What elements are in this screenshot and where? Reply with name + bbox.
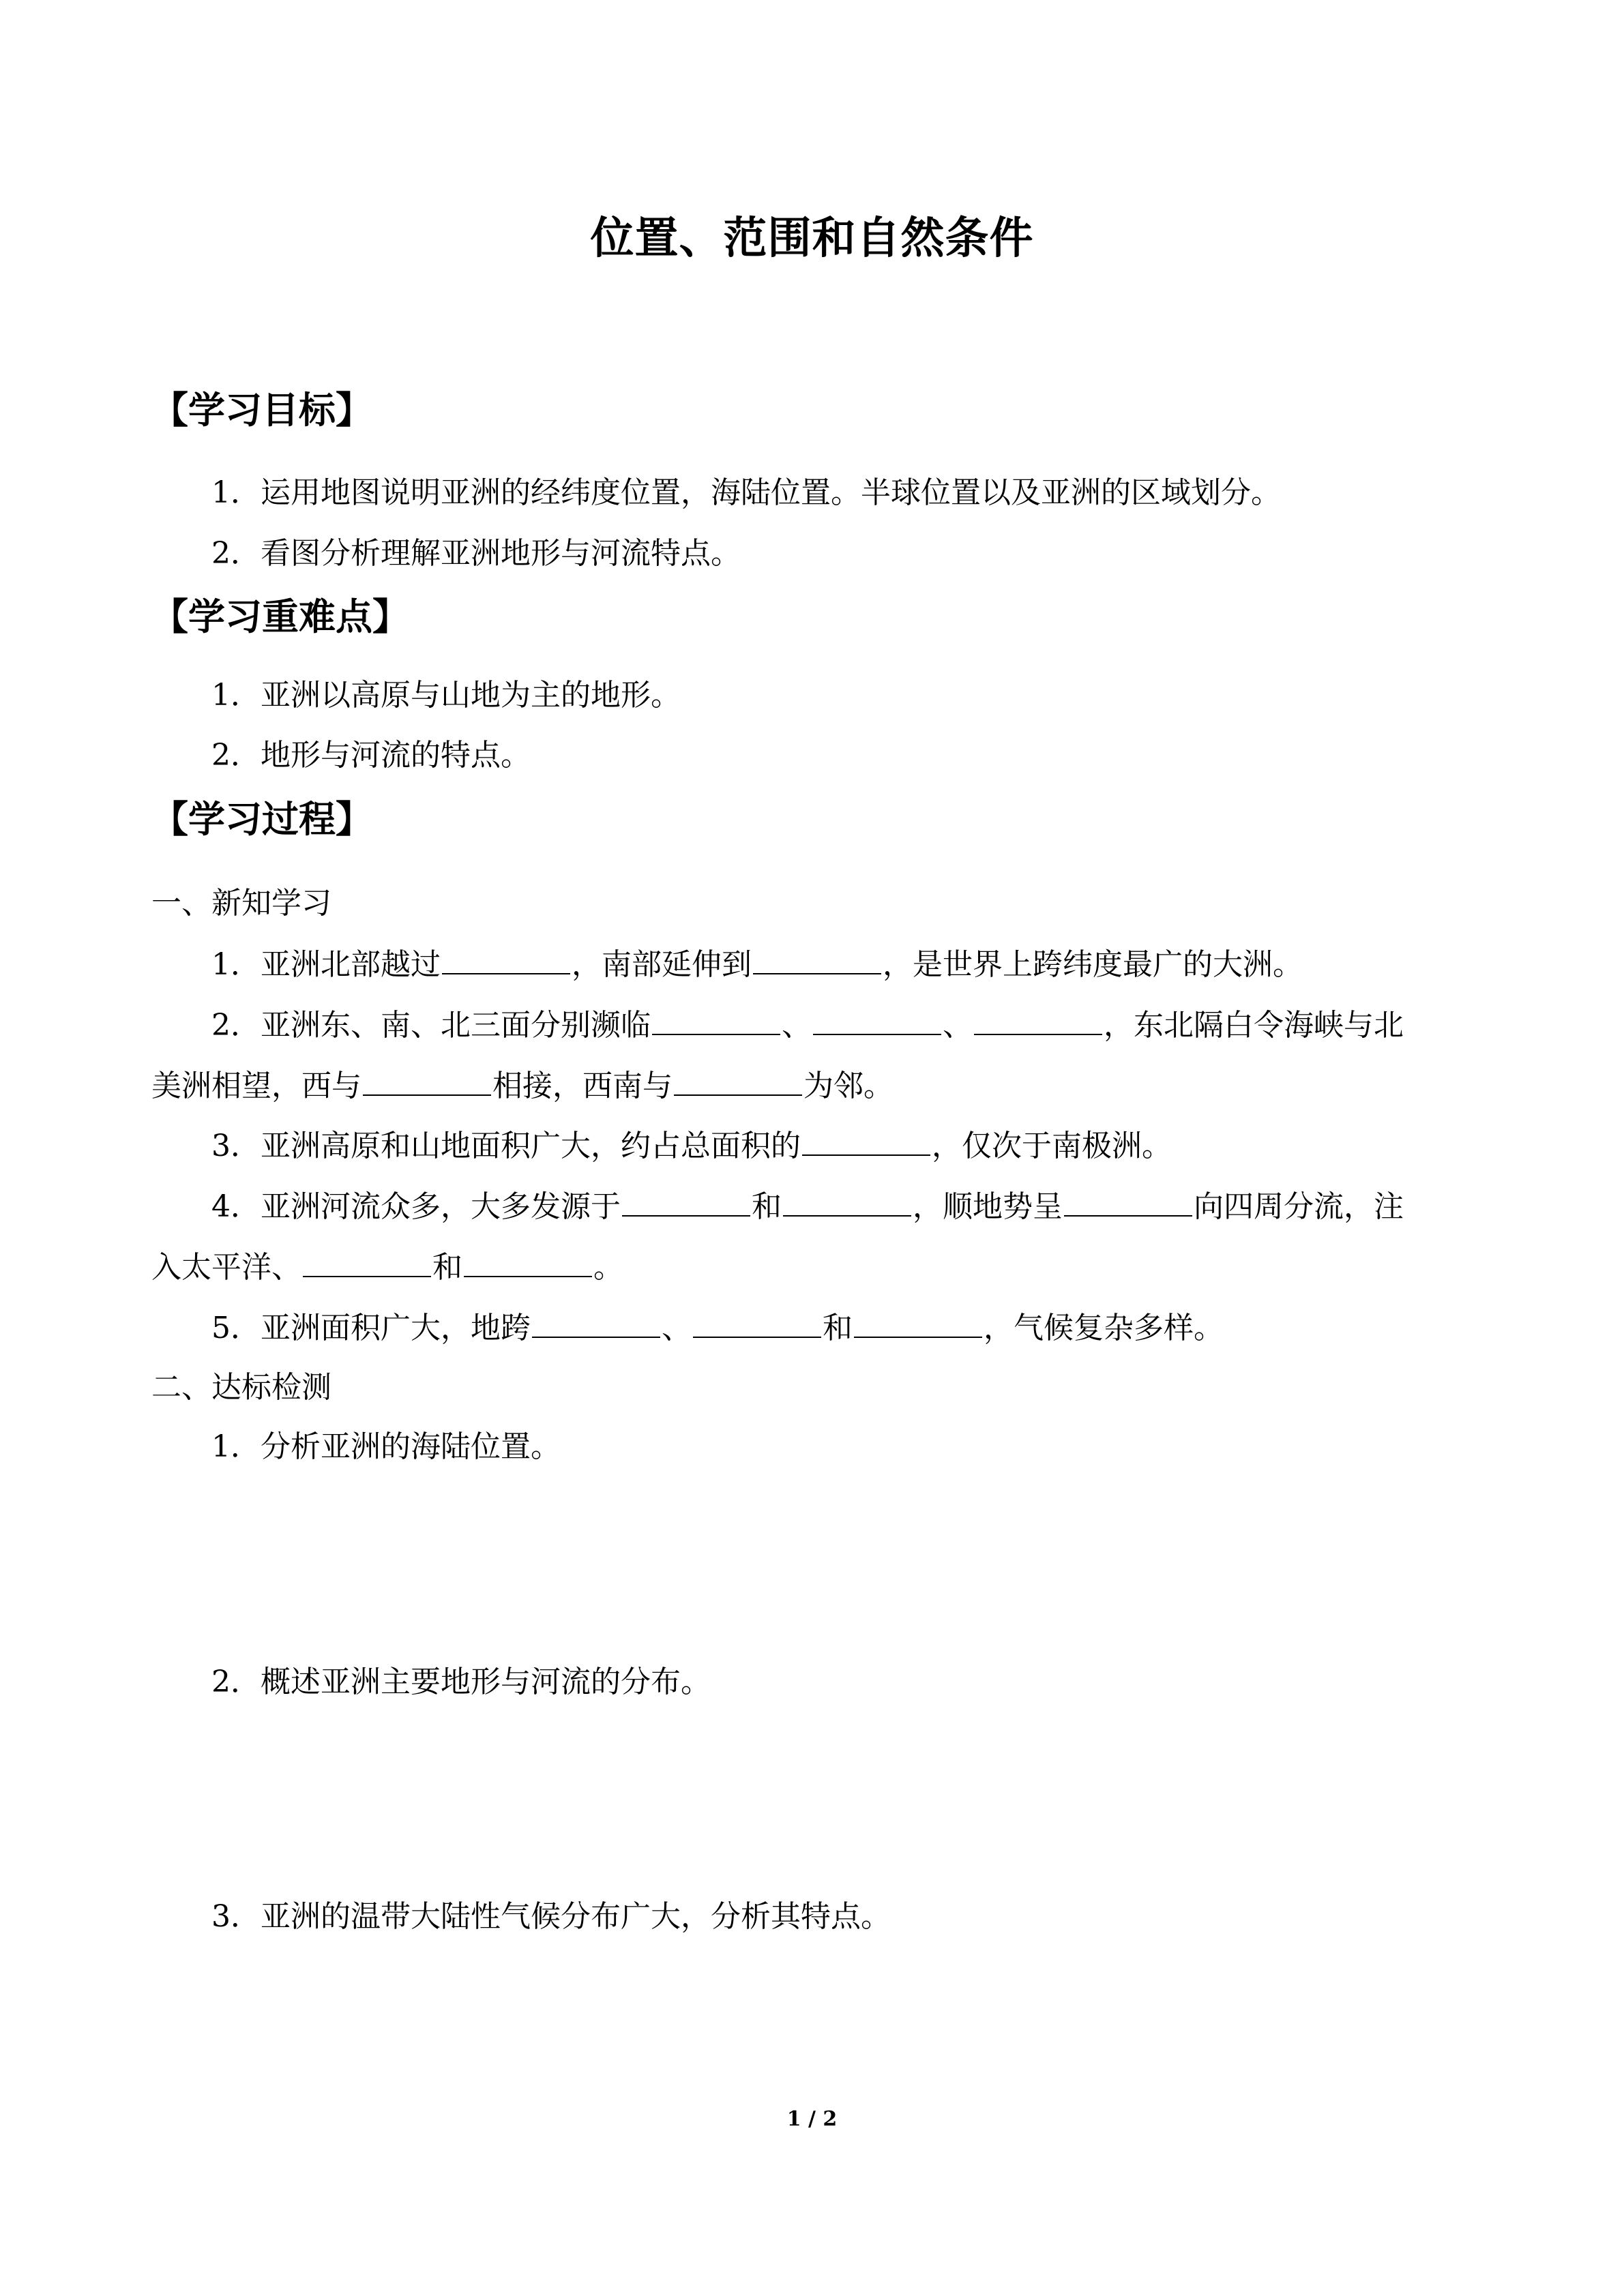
question-1-text-a: 1．亚洲北部越过 bbox=[211, 947, 441, 982]
question-2-text-b: 、 bbox=[782, 1008, 812, 1043]
question-5-text-d: ，气候复杂多样。 bbox=[984, 1311, 1224, 1345]
section-heading-process: 【学习过程】 bbox=[151, 798, 372, 841]
key-point-item-1: 1．亚洲以高原与山地为主的地形。 bbox=[211, 678, 681, 713]
question-5-text-c: 和 bbox=[823, 1311, 853, 1345]
question-2-line-2 bbox=[151, 1062, 894, 1110]
part2-label: 二、达标检测 bbox=[151, 1370, 331, 1405]
question-2-text-g: 为邻。 bbox=[803, 1069, 894, 1103]
check-item-3: 3．亚洲的温带大陆性气候分布广大，分析其特点。 bbox=[211, 1899, 891, 1934]
question-1-text-b: ，南部延伸到 bbox=[572, 947, 752, 982]
question-4-line-2 bbox=[151, 1244, 623, 1292]
question-1 bbox=[211, 941, 1303, 989]
question-5 bbox=[211, 1304, 1224, 1352]
answer-blank[interactable] bbox=[854, 1307, 982, 1338]
answer-blank[interactable] bbox=[622, 1185, 750, 1217]
section-heading-goals: 【学习目标】 bbox=[151, 389, 372, 432]
question-4-text-b: 和 bbox=[752, 1189, 782, 1224]
answer-blank[interactable] bbox=[363, 1064, 491, 1096]
answer-blank[interactable] bbox=[753, 943, 881, 974]
answer-blank[interactable] bbox=[674, 1064, 802, 1096]
key-point-item-2: 2．地形与河流的特点。 bbox=[211, 738, 531, 773]
question-2-text-e: 美洲相望，西与 bbox=[151, 1069, 361, 1103]
question-4-text-g: 。 bbox=[593, 1250, 623, 1285]
goal-item-2: 2．看图分析理解亚洲地形与河流特点。 bbox=[211, 536, 741, 571]
answer-blank[interactable] bbox=[1064, 1185, 1192, 1217]
question-3-text-b: ，仅次于南极洲。 bbox=[932, 1129, 1172, 1163]
answer-blank[interactable] bbox=[974, 1004, 1102, 1035]
answer-blank[interactable] bbox=[783, 1185, 911, 1217]
answer-blank[interactable] bbox=[464, 1246, 592, 1277]
question-2-text-d: ，东北隔白令海峡与北 bbox=[1104, 1008, 1404, 1043]
part1-label: 一、新知学习 bbox=[151, 886, 331, 921]
page-number: 1 / 2 bbox=[786, 2107, 838, 2131]
question-3-text-a: 3．亚洲高原和山地面积广大，约占总面积的 bbox=[211, 1129, 801, 1163]
section-heading-key-points: 【学习重难点】 bbox=[151, 595, 409, 638]
question-4-text-e: 入太平洋、 bbox=[151, 1250, 301, 1285]
answer-blank[interactable] bbox=[693, 1307, 821, 1338]
answer-blank[interactable] bbox=[813, 1004, 941, 1035]
question-4-text-d: 向四周分流，注 bbox=[1194, 1189, 1404, 1224]
answer-blank[interactable] bbox=[532, 1307, 660, 1338]
question-2-text-f: 相接，西南与 bbox=[492, 1069, 673, 1103]
question-4-text-c: ，顺地势呈 bbox=[913, 1189, 1063, 1224]
question-5-text-b: 、 bbox=[662, 1311, 692, 1345]
answer-blank[interactable] bbox=[303, 1246, 431, 1277]
question-4-text-a: 4．亚洲河流众多，大多发源于 bbox=[211, 1189, 621, 1224]
question-4-text-f: 和 bbox=[432, 1250, 462, 1285]
question-5-text-a: 5．亚洲面积广大，地跨 bbox=[211, 1311, 531, 1345]
check-item-2: 2．概述亚洲主要地形与河流的分布。 bbox=[211, 1665, 711, 1699]
answer-blank[interactable] bbox=[442, 943, 570, 974]
check-item-1: 1．分析亚洲的海陆位置。 bbox=[211, 1429, 561, 1464]
question-3 bbox=[211, 1122, 1172, 1170]
question-1-text-c: ，是世界上跨纬度最广的大洲。 bbox=[883, 947, 1303, 982]
question-2-text-c: 、 bbox=[943, 1008, 973, 1043]
answer-blank[interactable] bbox=[802, 1124, 930, 1156]
goal-item-1: 1．运用地图说明亚洲的经纬度位置，海陆位置。半球位置以及亚洲的区域划分。 bbox=[211, 475, 1281, 510]
question-2-text-a: 2．亚洲东、南、北三面分别濒临 bbox=[211, 1008, 651, 1043]
question-4-line-1 bbox=[211, 1183, 1404, 1231]
answer-blank[interactable] bbox=[652, 1004, 780, 1035]
question-2-line-1 bbox=[211, 1002, 1404, 1049]
page-title: 位置、范围和自然条件 bbox=[590, 213, 1034, 264]
